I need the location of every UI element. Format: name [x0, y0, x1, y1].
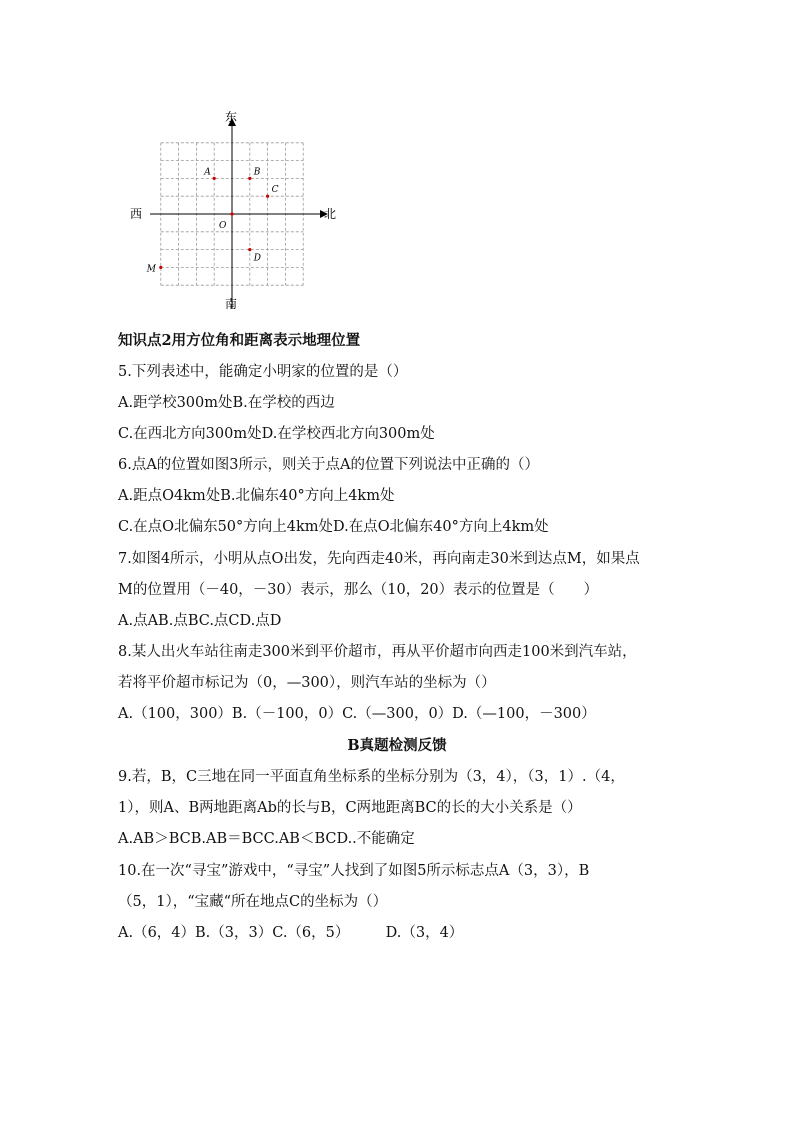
section-heading: 知识点2用方位角和距离表示地理位置: [118, 332, 361, 349]
point-label-b: B: [253, 167, 261, 178]
text-line: M的位置用（－40，－30）表示，那么（10，20）表示的位置是（ ）: [118, 582, 599, 598]
text-line: A.点AB.点BC.点CD.点D: [118, 613, 282, 629]
point-label-o: O: [219, 221, 227, 231]
text-line: 若将平价超市标记为（0，—300），则汽车站的坐标为（）: [118, 675, 496, 691]
axis-label-west: 西: [130, 207, 143, 221]
text-line: 1），则A、B两地距离Ab的长与B，C两地距离BC的长的大小关系是（）: [118, 800, 582, 816]
text-line: A.距学校300m处B.在学校的西边: [118, 395, 335, 411]
point-a: [213, 177, 216, 180]
point-o: [230, 212, 233, 215]
text-line: A.AB＞BCB.AB＝BCC.AB＜BCD..不能确定: [118, 831, 415, 847]
section-heading: B真题检测反馈: [347, 737, 447, 754]
point-c: [266, 195, 269, 198]
text-line: 10.在一次“寻宝”游戏中，“寻宝”人找到了如图5所示标志点A（3，3），B: [118, 863, 590, 879]
axis-label-north: 北: [324, 207, 337, 221]
text-line: C.在西北方向300m处D.在学校西北方向300m处: [118, 426, 435, 442]
text-line: 9.若，B，C三地在同一平面直角坐标系的坐标分别为（3，4），（3，1）.（4，: [118, 769, 625, 785]
point-label-d: D: [253, 253, 262, 264]
text-line: （5，1），“宝藏“所在地点C的坐标为（）: [118, 894, 388, 910]
axis-label-east: 东: [225, 110, 238, 124]
point-label-m: M: [146, 264, 157, 275]
point-d: [248, 248, 251, 251]
direction-grid-figure: [128, 104, 338, 314]
text-line: A.（6，4）B.（3，3）C.（6，5） D.（3，4）: [118, 925, 464, 941]
point-label-a: A: [204, 167, 211, 178]
text-line: 5.下列表述中，能确定小明家的位置的是（）: [118, 364, 408, 380]
axis-label-south: 南: [225, 297, 238, 311]
text-line: 8.某人出火车站往南走300米到平价超市，再从平价超市向西走100米到汽车站，: [118, 644, 637, 660]
point-label-c: C: [271, 185, 279, 196]
text-line: A.距点O4km处B.北偏东40°方向上4km处: [118, 488, 395, 504]
text-line: 6.点A的位置如图3所示，则关于点A的位置下列说法中正确的（）: [118, 457, 540, 473]
point-b: [248, 177, 251, 180]
point-m: [159, 266, 162, 269]
text-line: A.（100，300）B.（－100，0）C.（—300，0）D.（—100，－300）: [118, 706, 596, 722]
text-line: C.在点O北偏东50°方向上4km处D.在点O北偏东40°方向上4km处: [118, 519, 549, 535]
text-line: 7.如图4所示，小明从点O出发，先向西走40米，再向南走30米到达点M，如果点: [118, 551, 640, 567]
